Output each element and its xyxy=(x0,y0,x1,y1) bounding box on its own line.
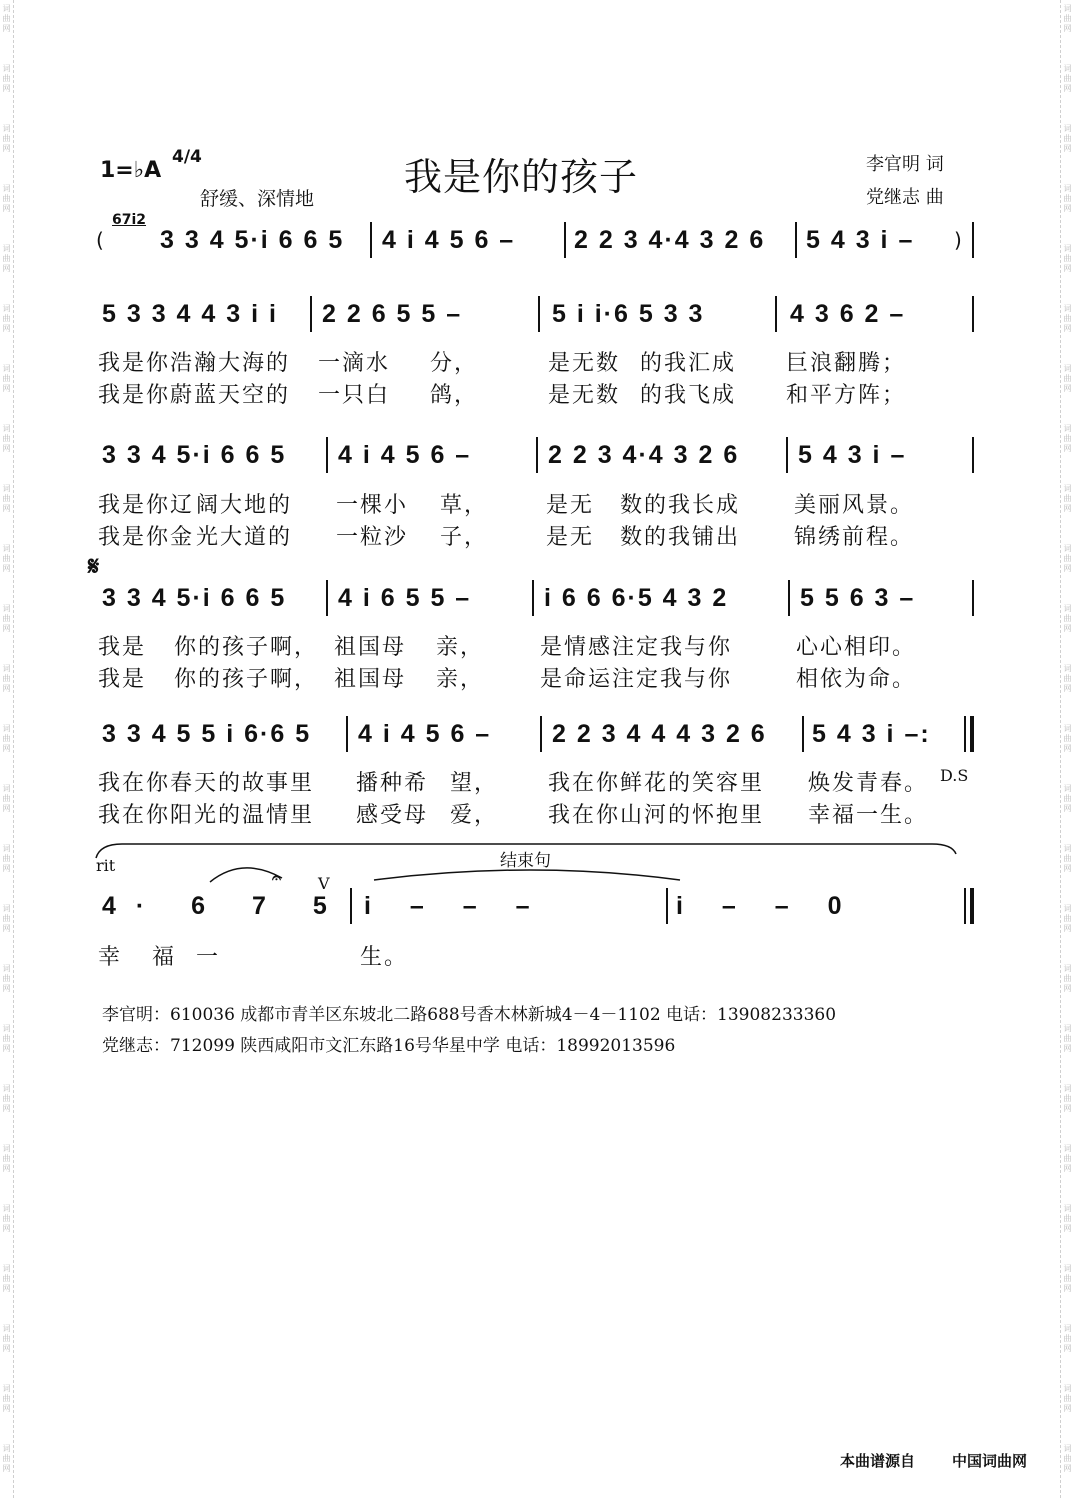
lyric-text: 我在你鲜花的笑容里 xyxy=(548,771,765,796)
lyric-text: 的我汇成 xyxy=(640,351,737,376)
watermark-text: 词 曲 网 xyxy=(1063,364,1072,393)
ending-measure-2: i – – – xyxy=(364,892,546,920)
watermark-text: 词 曲 网 xyxy=(1063,664,1072,693)
row3-measure-3: i 6 6 6·5 4 3 2 xyxy=(544,584,729,612)
lyric-text: 分， xyxy=(430,351,479,376)
lyric-text: 光大道的 xyxy=(196,525,293,550)
lyric-text: 我是你蔚蓝天空的 xyxy=(98,383,291,408)
lyric-text: 我在你阳光的温情里 xyxy=(98,803,315,828)
watermark-text: 词 曲 网 xyxy=(2,664,11,693)
row2-measure-4: 5 4 3 i – xyxy=(798,441,907,469)
lyric-text: 一棵小 xyxy=(336,493,409,518)
intro-measure-4: 5 4 3 i – xyxy=(806,226,915,254)
right-watermark-strip xyxy=(1060,0,1074,1498)
row3-measure-1: 3 3 4 5·i 6 6 5 xyxy=(102,584,287,612)
barline xyxy=(536,437,538,473)
lyric-text: 我在你春天的故事里 xyxy=(98,771,315,796)
watermark-text: 词 曲 网 xyxy=(2,964,11,993)
breath-mark: V xyxy=(318,874,330,893)
watermark-text: 词 曲 网 xyxy=(2,1384,11,1413)
watermark-text: 词 曲 网 xyxy=(2,4,11,33)
watermark-text: 词 曲 网 xyxy=(2,424,11,453)
lyric-text: 子， xyxy=(440,525,489,550)
time-signature-text: 4/4 xyxy=(172,147,202,167)
barline xyxy=(788,580,790,616)
lyric-text: 亲， xyxy=(436,667,485,692)
lyric-text: 祖国母 xyxy=(334,635,407,660)
watermark-text: 词 曲 网 xyxy=(2,844,11,873)
barline xyxy=(346,716,348,752)
watermark-text: 词 曲 网 xyxy=(1063,484,1072,513)
watermark-text: 词 曲 网 xyxy=(1063,1444,1072,1473)
watermark-text: 词 曲 网 xyxy=(2,1444,11,1473)
intro-grace-notes: 67i2 xyxy=(112,212,147,228)
row1-measure-4: 4 3 6 2 – xyxy=(790,300,906,328)
ds-marking: D.S xyxy=(940,766,969,785)
tempo-marking: 舒缓、深情地 xyxy=(200,188,315,210)
lyric-text: 锦绣前程。 xyxy=(794,525,915,550)
row4-measure-1: 3 3 4 5 5 i 6·6 5 xyxy=(102,720,312,748)
watermark-text: 词 曲 网 xyxy=(1063,1024,1072,1053)
lyric-text: 是无数 xyxy=(548,383,621,408)
lyric-text: 福 xyxy=(152,945,177,970)
final-barline xyxy=(970,888,974,924)
lyric-text: 爱， xyxy=(450,803,499,828)
lyric-text: 的我飞成 xyxy=(640,383,737,408)
lyric-text: 祖国母 xyxy=(334,667,407,692)
watermark-text: 词 曲 网 xyxy=(2,1084,11,1113)
lyric-text: 我在你山河的怀抱里 xyxy=(548,803,765,828)
final-repeat-barline xyxy=(970,716,974,752)
lyric-text: 是命运注定我与你 xyxy=(540,667,733,692)
row2-measure-1: 3 3 4 5·i 6 6 5 xyxy=(102,441,287,469)
row4-measure-4: 5 4 3 i –: xyxy=(812,720,931,748)
watermark-text: 词 曲 网 xyxy=(1063,124,1072,153)
lyric-text: 你的孩子啊， xyxy=(174,635,319,660)
watermark-text: 词 曲 网 xyxy=(1063,1384,1072,1413)
watermark-text: 词 曲 网 xyxy=(1063,604,1072,633)
barline xyxy=(972,437,974,473)
barline xyxy=(802,716,804,752)
watermark-text: 词 曲 网 xyxy=(2,1144,11,1173)
page-title: 我是你的孩子 xyxy=(404,155,639,199)
watermark-text: 词 曲 网 xyxy=(2,64,11,93)
barline xyxy=(370,222,372,258)
lyric-text: 我是你金 xyxy=(98,525,195,550)
watermark-text: 词 曲 网 xyxy=(1063,64,1072,93)
watermark-text: 词 曲 网 xyxy=(1063,964,1072,993)
segno-sign: 𝄋 xyxy=(88,552,100,582)
lyric-text: 焕发青春。 xyxy=(808,771,929,796)
watermark-text: 词 曲 网 xyxy=(1063,244,1072,273)
time-signature xyxy=(172,146,202,168)
watermark-text: 词 曲 网 xyxy=(2,364,11,393)
intro-measure-2: 4 i 4 5 6 – xyxy=(382,226,516,254)
lyric-text: 亲， xyxy=(436,635,485,660)
lyric-text: 我是 xyxy=(98,635,147,660)
row1-measure-1: 5 3 3 4 4 3 i i xyxy=(102,300,278,328)
lyric-text: 生。 xyxy=(360,945,409,970)
row1-measure-3: 5 i i·6 5 3 3 xyxy=(552,300,705,328)
barline xyxy=(564,222,566,258)
barline xyxy=(326,580,328,616)
watermark-text: 词 曲 网 xyxy=(2,544,11,573)
watermark-text: 词 曲 网 xyxy=(2,244,11,273)
lyric-text: 是无数 xyxy=(548,351,621,376)
barline xyxy=(964,716,966,752)
watermark-text: 词 曲 网 xyxy=(2,184,11,213)
watermark-text: 词 曲 网 xyxy=(1063,1264,1072,1293)
watermark-text: 词 曲 网 xyxy=(1063,724,1072,753)
watermark-text: 词 曲 网 xyxy=(2,1024,11,1053)
intro-measure-1: 3 3 4 5·i 6 6 5 xyxy=(160,226,345,254)
lyric-text: 一只白 xyxy=(318,383,391,408)
watermark-text: 词 曲 网 xyxy=(2,1204,11,1233)
barline xyxy=(540,716,542,752)
watermark-text: 词 曲 网 xyxy=(2,1264,11,1293)
lyric-text: 播种希 xyxy=(356,771,429,796)
barline xyxy=(786,437,788,473)
ending-label: 结束句 xyxy=(500,851,551,871)
watermark-text: 词 曲 网 xyxy=(2,304,11,333)
watermark-text: 词 曲 网 xyxy=(2,724,11,753)
row4-measure-2: 4 i 4 5 6 – xyxy=(358,720,492,748)
barline xyxy=(795,222,797,258)
barline xyxy=(972,580,974,616)
lyric-text: 阔大地的 xyxy=(196,493,293,518)
watermark-text: 词 曲 网 xyxy=(1063,904,1072,933)
lyric-text: 相依为命。 xyxy=(796,667,917,692)
barline xyxy=(964,888,966,924)
barline xyxy=(532,580,534,616)
watermark-text: 词 曲 网 xyxy=(1063,544,1072,573)
watermark-text: 词 曲 网 xyxy=(2,904,11,933)
watermark-text: 词 曲 网 xyxy=(1063,304,1072,333)
row4-measure-3: 2 2 3 4 4 4 3 2 6 xyxy=(552,720,767,748)
lyric-text: 望， xyxy=(450,771,499,796)
row3-measure-4: 5 5 6 3 – xyxy=(800,584,916,612)
ending-measure-1: 4· 6 7 5 xyxy=(102,892,347,920)
lyric-text: 幸 xyxy=(98,945,123,970)
barline xyxy=(350,888,352,924)
ending-measure-3: i – – 0 xyxy=(676,892,858,920)
row3-measure-2: 4 i 6 5 5 – xyxy=(338,584,472,612)
key-signature: 1=♭A xyxy=(100,158,162,183)
watermark-text: 词 曲 网 xyxy=(1063,784,1072,813)
watermark-text: 词 曲 网 xyxy=(1063,4,1072,33)
composer-credit: 党继志 曲 xyxy=(866,187,944,208)
left-watermark-strip xyxy=(0,0,14,1498)
lyric-text: 美丽风景。 xyxy=(794,493,915,518)
lyric-text: 草， xyxy=(440,493,489,518)
watermark-text: 词 曲 网 xyxy=(2,124,11,153)
barline xyxy=(972,222,974,258)
lyric-text: 幸福一生。 xyxy=(808,803,929,828)
source-site-link[interactable]: 中国词曲网 xyxy=(952,1452,1028,1470)
watermark-text: 词 曲 网 xyxy=(2,784,11,813)
lyric-text: 心心相印。 xyxy=(796,635,917,660)
watermark-text: 词 曲 网 xyxy=(2,1324,11,1353)
intro-measure-3: 2 2 3 4·4 3 2 6 xyxy=(574,226,766,254)
barline xyxy=(666,888,668,924)
watermark-text: 词 曲 网 xyxy=(1063,844,1072,873)
lyric-text: 是情感注定我与你 xyxy=(540,635,733,660)
lyricist-credit: 李官明 词 xyxy=(866,154,944,175)
lyric-text: 一粒沙 xyxy=(336,525,409,550)
lyric-text: 数的我铺出 xyxy=(620,525,741,550)
lyric-text: 是无 xyxy=(546,493,595,518)
lyric-text: 数的我长成 xyxy=(620,493,741,518)
lyric-text: 我是你辽 xyxy=(98,493,195,518)
lyric-text: 鸽， xyxy=(430,383,479,408)
lyric-text: 感受母 xyxy=(356,803,429,828)
lyric-text: 一 xyxy=(196,945,221,970)
watermark-text: 词 曲 网 xyxy=(1063,1144,1072,1173)
barline xyxy=(775,296,777,332)
row2-measure-3: 2 2 3 4·4 3 2 6 xyxy=(548,441,740,469)
lyric-text: 我是 xyxy=(98,667,147,692)
watermark-text: 词 曲 网 xyxy=(1063,1324,1072,1353)
contact-line-2: 党继志：712099 陕西咸阳市文汇东路16号华星中学 电话：18992013596 xyxy=(102,1036,676,1056)
row1-measure-2: 2 2 6 5 5 – xyxy=(322,300,463,328)
watermark-text: 词 曲 网 xyxy=(2,604,11,633)
lyric-text: 巨浪翻腾； xyxy=(786,351,907,376)
barline xyxy=(326,437,328,473)
watermark-text: 词 曲 网 xyxy=(1063,1084,1072,1113)
barline xyxy=(972,296,974,332)
lyric-text: 是无 xyxy=(546,525,595,550)
watermark-text: 词 曲 网 xyxy=(1063,424,1072,453)
watermark-text: 词 曲 网 xyxy=(1063,184,1072,213)
watermark-text: 词 曲 网 xyxy=(2,484,11,513)
barline xyxy=(310,296,312,332)
intro-close-paren: ) xyxy=(954,228,962,252)
intro-open-paren: ( xyxy=(96,228,104,252)
lyric-text: 我是你浩瀚大海的 xyxy=(98,351,291,376)
rit-marking: rit xyxy=(96,856,116,875)
watermark-text: 词 曲 网 xyxy=(1063,1204,1072,1233)
lyric-text: 和平方阵； xyxy=(786,383,907,408)
fermata-icon: 𝄐 xyxy=(272,868,281,887)
contact-line-1: 李官明：610036 成都市青羊区东坡北二路688号香木林新城4－4－1102 电话：13908233360 xyxy=(102,1005,837,1025)
row2-measure-2: 4 i 4 5 6 – xyxy=(338,441,472,469)
source-label: 本曲谱源自 xyxy=(840,1452,916,1470)
barline xyxy=(538,296,540,332)
lyric-text: 你的孩子啊， xyxy=(174,667,319,692)
lyric-text: 一滴水 xyxy=(318,351,391,376)
